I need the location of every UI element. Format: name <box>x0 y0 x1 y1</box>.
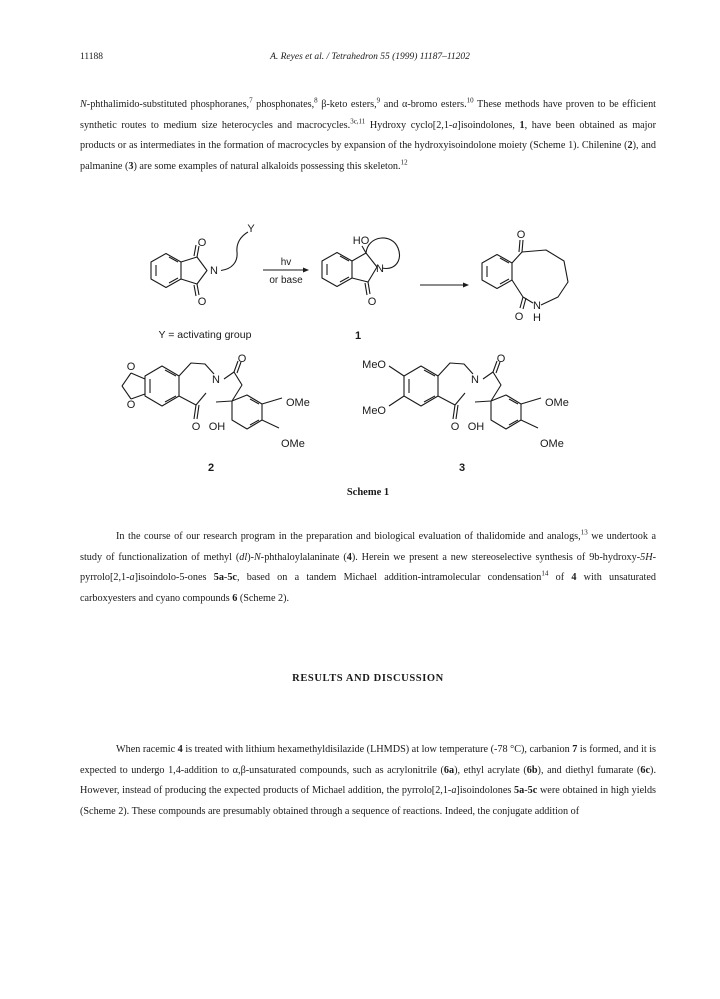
text-run: a <box>129 572 135 583</box>
atom-o: O <box>496 353 506 365</box>
text-run: N <box>80 99 87 110</box>
paragraph-intro-continued <box>80 95 656 177</box>
methoxy-group: OMe <box>286 397 310 409</box>
text-run: ), and palmanine ( <box>80 140 656 172</box>
compound-ref: 5a <box>514 785 525 796</box>
atom-h: H <box>533 312 541 324</box>
compound-ref: 2 <box>627 140 633 151</box>
paragraph-results <box>80 740 656 822</box>
compound-ref: 3 <box>128 160 134 172</box>
compound-ref: 1 <box>519 119 525 131</box>
atom-o: O <box>197 237 207 249</box>
compound-ref: 4 <box>177 744 183 755</box>
text-run: - <box>223 572 228 583</box>
text-run: ), and diethyl fumarate ( <box>537 764 641 776</box>
compound-3-label: 3 <box>458 462 466 474</box>
text-run: dl <box>239 551 248 563</box>
text-run: 5H <box>640 551 653 563</box>
text-run: -phthalimido-substituted phosphoranes, <box>86 99 250 110</box>
atom-o: O <box>237 353 247 365</box>
atom-n: N <box>376 263 384 275</box>
compound-ref: 6a <box>443 764 455 776</box>
chilenine-structure <box>122 361 282 429</box>
compound-ref: 6c <box>640 764 651 776</box>
text-run: ) are some examples of natural alkaloids possessing this skeleton. <box>133 160 401 172</box>
citation: 13 <box>580 528 588 537</box>
atom-n: N <box>210 265 218 277</box>
scheme-1-figure <box>0 215 720 483</box>
atom-n: N <box>471 374 479 386</box>
text-run: is formed, and it is expected to undergo 1,4-addition to α,β-unsaturated compounds, such as acrylonitrile ( <box>80 744 656 776</box>
atom-n: N <box>533 300 541 312</box>
text-run: These methods have proven to be efficient synthetic routes to medium size heterocycles and macrocycles. <box>80 99 657 131</box>
atom-o: O <box>191 421 201 433</box>
page-number: 11188 <box>80 52 104 62</box>
text-run: phosphonates, <box>252 99 315 110</box>
compound-ref: 6 <box>232 592 238 604</box>
compound-ref: 7 <box>572 744 578 755</box>
text-run: ). Herein we present a new stereoselective synthesis of 9b-hydroxy- <box>351 551 641 563</box>
text-run: ]isoindolones, <box>457 119 520 131</box>
text-run: - <box>524 785 528 796</box>
text-run: is treated with lithium hexamethyldisilazide (LHMDS) at low temperature (-78 °C), carbanion <box>182 744 573 755</box>
compound-ref: 5c <box>227 572 237 583</box>
compound-ref: 4 <box>571 572 577 583</box>
citation: 3c,11 <box>350 117 366 126</box>
atom-n: N <box>212 374 220 386</box>
citation: 14 <box>541 569 549 578</box>
text-run: In the course of our research program in the preparation and biological evaluation of thalidomide and analogs, <box>116 531 581 542</box>
scheme-caption: Scheme 1 <box>346 487 390 498</box>
text-run: of <box>548 572 572 583</box>
text-run: we undertook a study of functionalization of methyl ( <box>80 531 656 563</box>
macrocycle-product-structure <box>482 240 568 309</box>
text-run: with unsaturated carboxyesters and cyano compounds <box>80 572 656 604</box>
atom-o: O <box>126 399 136 411</box>
compound-1-label: 1 <box>354 330 362 342</box>
atom-o: O <box>367 296 377 308</box>
atom-o: O <box>450 421 460 433</box>
text-run: ]isoindolones <box>456 785 515 796</box>
citation: 8 <box>314 96 318 105</box>
methoxy-group: OMe <box>281 438 305 450</box>
methoxy-group: OMe <box>540 438 564 450</box>
page-header <box>80 52 660 66</box>
text-run: Hydroxy cyclo[2,1- <box>365 119 453 131</box>
methoxy-group: OMe <box>545 397 569 409</box>
atom-o: O <box>197 296 207 308</box>
citation: 7 <box>249 96 253 105</box>
atom-o: O <box>516 229 526 241</box>
text-run: a <box>451 785 457 796</box>
atom-oh: OH <box>467 421 485 433</box>
text-run: and α-bromo esters. <box>380 99 467 110</box>
paragraph-research-program <box>80 527 656 609</box>
text-run: were obtained in high yields (Scheme 2). These compounds are presumably obtained through a sequence of reactions. Indeed, the conjugate addition of <box>80 785 656 817</box>
citation: 12 <box>400 158 408 167</box>
compound-ref: 6b <box>526 764 538 776</box>
text-run: When racemic <box>116 744 178 755</box>
compound-ref: 5a <box>213 572 224 583</box>
text-run: (Scheme 2). <box>237 592 290 604</box>
citation: 10 <box>466 96 474 105</box>
compound-ref: 4 <box>346 551 352 563</box>
atom-o: O <box>126 361 136 373</box>
text-run: ). However, instead of producing the expected products of Michael addition, the pyrrolo[2,1- <box>80 764 656 796</box>
text-run: a <box>452 119 458 131</box>
citation: 9 <box>376 96 381 105</box>
substituent-y: Y <box>247 223 255 235</box>
text-run: ]isoindolo-5-ones <box>134 572 214 583</box>
compound-ref: 5c <box>527 785 538 796</box>
text-run: )- <box>247 551 254 563</box>
methoxy-group: MeO <box>362 405 386 417</box>
y-definition: Y = activating group <box>158 329 252 341</box>
running-title: A. Reyes et al. / Tetrahedron 55 (1999) 11187–11202 <box>270 52 470 62</box>
methoxy-group: MeO <box>362 359 386 371</box>
atom-o: O <box>514 311 524 323</box>
atom-ho: HO <box>352 235 370 247</box>
section-heading: RESULTS AND DISCUSSION <box>292 673 444 684</box>
reagent-label: or base <box>269 275 303 286</box>
text-run: N <box>254 551 261 563</box>
text-run: , have been obtained as major products or as intermediates in the formation of macrocycles by expansion of the hydroxyisoindolone moiety (Scheme 1). Chilenine ( <box>80 119 656 151</box>
atom-oh: OH <box>208 421 226 433</box>
text-run: -phthaloylalaninate ( <box>260 551 347 563</box>
palmanine-structure <box>389 361 541 429</box>
compound-2-label: 2 <box>207 462 215 474</box>
text-run: , based on a tandem Michael addition-intramolecular condensation <box>236 572 542 583</box>
text-run: β-keto esters, <box>317 99 377 110</box>
reagent-label: hv <box>280 257 292 268</box>
text-run: -pyrrolo[2,1- <box>80 551 656 583</box>
text-run: ), ethyl acrylate ( <box>454 764 527 776</box>
